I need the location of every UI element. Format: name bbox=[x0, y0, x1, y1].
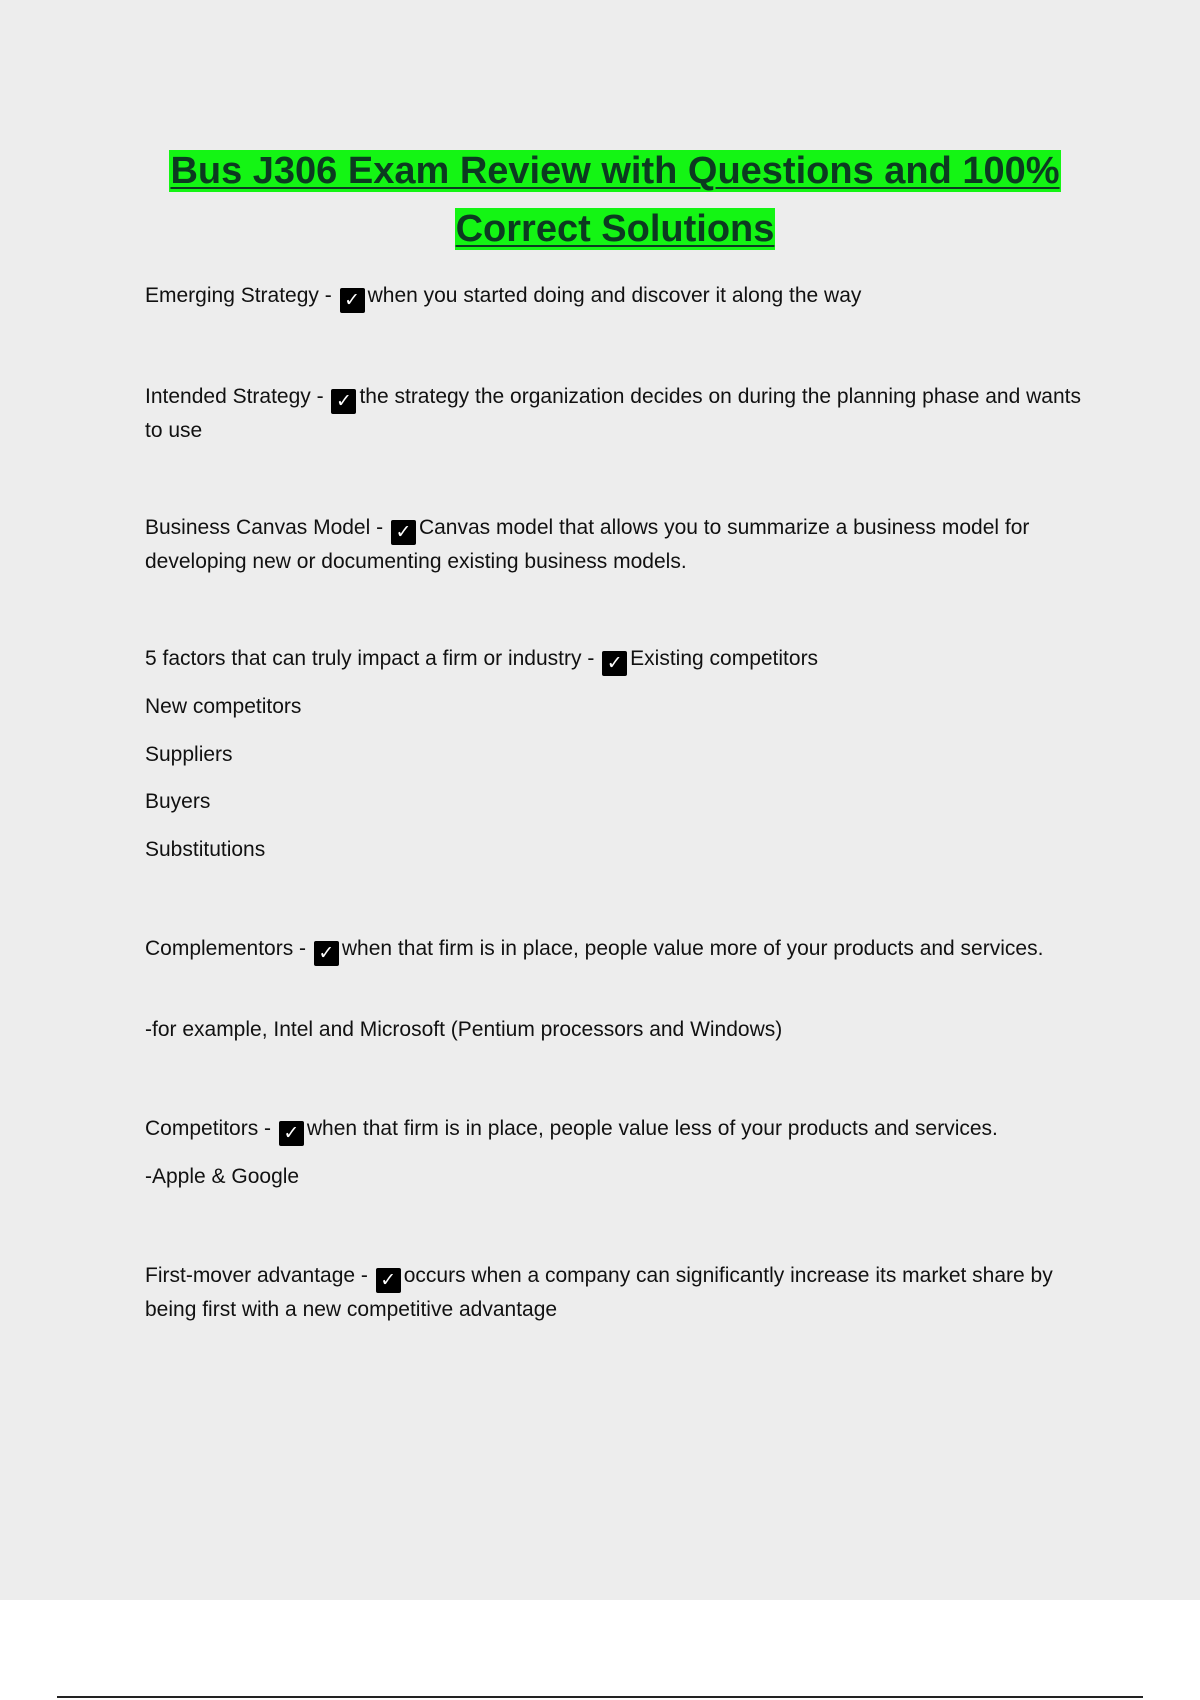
qa-item-five-factors bbox=[145, 642, 1085, 676]
checkmark-icon: ✓ bbox=[376, 1268, 401, 1293]
list-item: Buyers bbox=[145, 790, 211, 813]
checkmark-icon: ✓ bbox=[279, 1121, 304, 1146]
checkmark-icon: ✓ bbox=[602, 651, 627, 676]
qa-item-complementors bbox=[145, 932, 1085, 966]
example-note: -for example, Intel and Microsoft (Pentium processors and Windows) bbox=[145, 1018, 783, 1041]
answer: when that firm is in place, people value less of your products and services. bbox=[306, 1117, 998, 1140]
answer: when that firm is in place, people value more of your products and services. bbox=[341, 937, 1044, 960]
term: 5 factors that can truly impact a firm or industry - bbox=[145, 647, 601, 670]
term: Emerging Strategy - bbox=[145, 284, 338, 307]
title-line-2: Correct Solutions bbox=[455, 208, 775, 250]
term: Intended Strategy - bbox=[145, 385, 330, 408]
answer: occurs when a company can significantly increase its market share by being first with a new competitive advantage bbox=[145, 1264, 1053, 1321]
term: Complementors - bbox=[145, 937, 312, 960]
checkmark-icon: ✓ bbox=[331, 389, 356, 414]
footer-divider bbox=[57, 1696, 1143, 1698]
term: Competitors - bbox=[145, 1117, 277, 1140]
checkmark-icon: ✓ bbox=[340, 288, 365, 313]
checkmark-icon: ✓ bbox=[391, 520, 416, 545]
document-title bbox=[145, 142, 1085, 258]
qa-item-intended-strategy bbox=[145, 380, 1085, 447]
qa-item-emerging-strategy bbox=[145, 279, 1085, 313]
example-note: -Apple & Google bbox=[145, 1165, 300, 1188]
answer: Canvas model that allows you to summarize a business model for developing new or documenting existing business models. bbox=[145, 516, 1030, 573]
title-line-1: Bus J306 Exam Review with Questions and 100% bbox=[170, 150, 1060, 192]
list-item: Suppliers bbox=[145, 743, 233, 766]
qa-item-competitors bbox=[145, 1112, 1085, 1146]
list-item: New competitors bbox=[145, 695, 302, 718]
checkmark-icon: ✓ bbox=[314, 941, 339, 966]
term: Business Canvas Model - bbox=[145, 516, 389, 539]
answer: when you started doing and discover it along the way bbox=[367, 284, 862, 307]
list-item: Substitutions bbox=[145, 838, 266, 861]
answer: Existing competitors bbox=[630, 647, 819, 670]
term: First-mover advantage - bbox=[145, 1264, 374, 1287]
qa-item-business-canvas-model bbox=[145, 511, 1085, 578]
qa-item-first-mover-advantage bbox=[145, 1259, 1085, 1326]
answer: the strategy the organization decides on during the planning phase and wants to use bbox=[145, 385, 1081, 442]
